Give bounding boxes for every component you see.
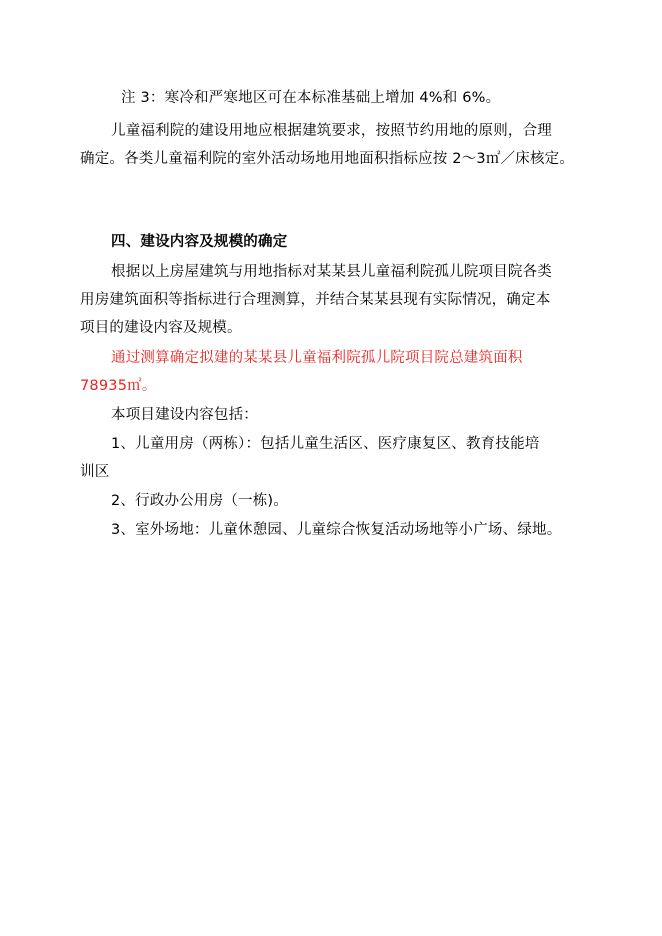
section-4-heading: 四、建设内容及规模的确定	[111, 234, 288, 250]
section-4-paragraph-line-2: 用房建筑面积等指标进行合理测算，并结合某某县现有实际情况，确定本	[80, 292, 551, 308]
note-3: 注 3：寒冷和严寒地区可在本标准基础上增加 4%和 6%。	[121, 90, 501, 106]
content-item-2: 2、行政办公用房（一栋)。	[111, 493, 288, 509]
total-area-highlight-line-1: 通过测算确定拟建的某某县儿童福利院孤儿院项目院总建筑面积	[111, 350, 523, 366]
land-paragraph-line-2: 确定。各类儿童福利院的室外活动场地用地面积指标应按 2～3㎡／床核定。	[80, 151, 575, 167]
land-paragraph-line-1: 儿童福利院的建设用地应根据建筑要求，按照节约用地的原则，合理	[111, 123, 552, 139]
content-item-3: 3、室外场地：儿童休憩园、儿童综合恢复活动场地等小广场、绿地。	[111, 522, 562, 538]
section-4-paragraph-line-3: 项目的建设内容及规模。	[80, 320, 242, 336]
content-item-1-line-1: 1、儿童用房（两栋）：包括儿童生活区、医疗康复区、教育技能培	[111, 436, 540, 452]
content-intro: 本项目建设内容包括：	[111, 407, 258, 423]
total-area-highlight-line-2: 78935㎡。	[80, 378, 157, 394]
content-item-1-line-2: 训区	[80, 464, 110, 480]
section-4-paragraph-line-1: 根据以上房屋建筑与用地指标对某某县儿童福利院孤儿院项目院各类	[111, 264, 552, 280]
